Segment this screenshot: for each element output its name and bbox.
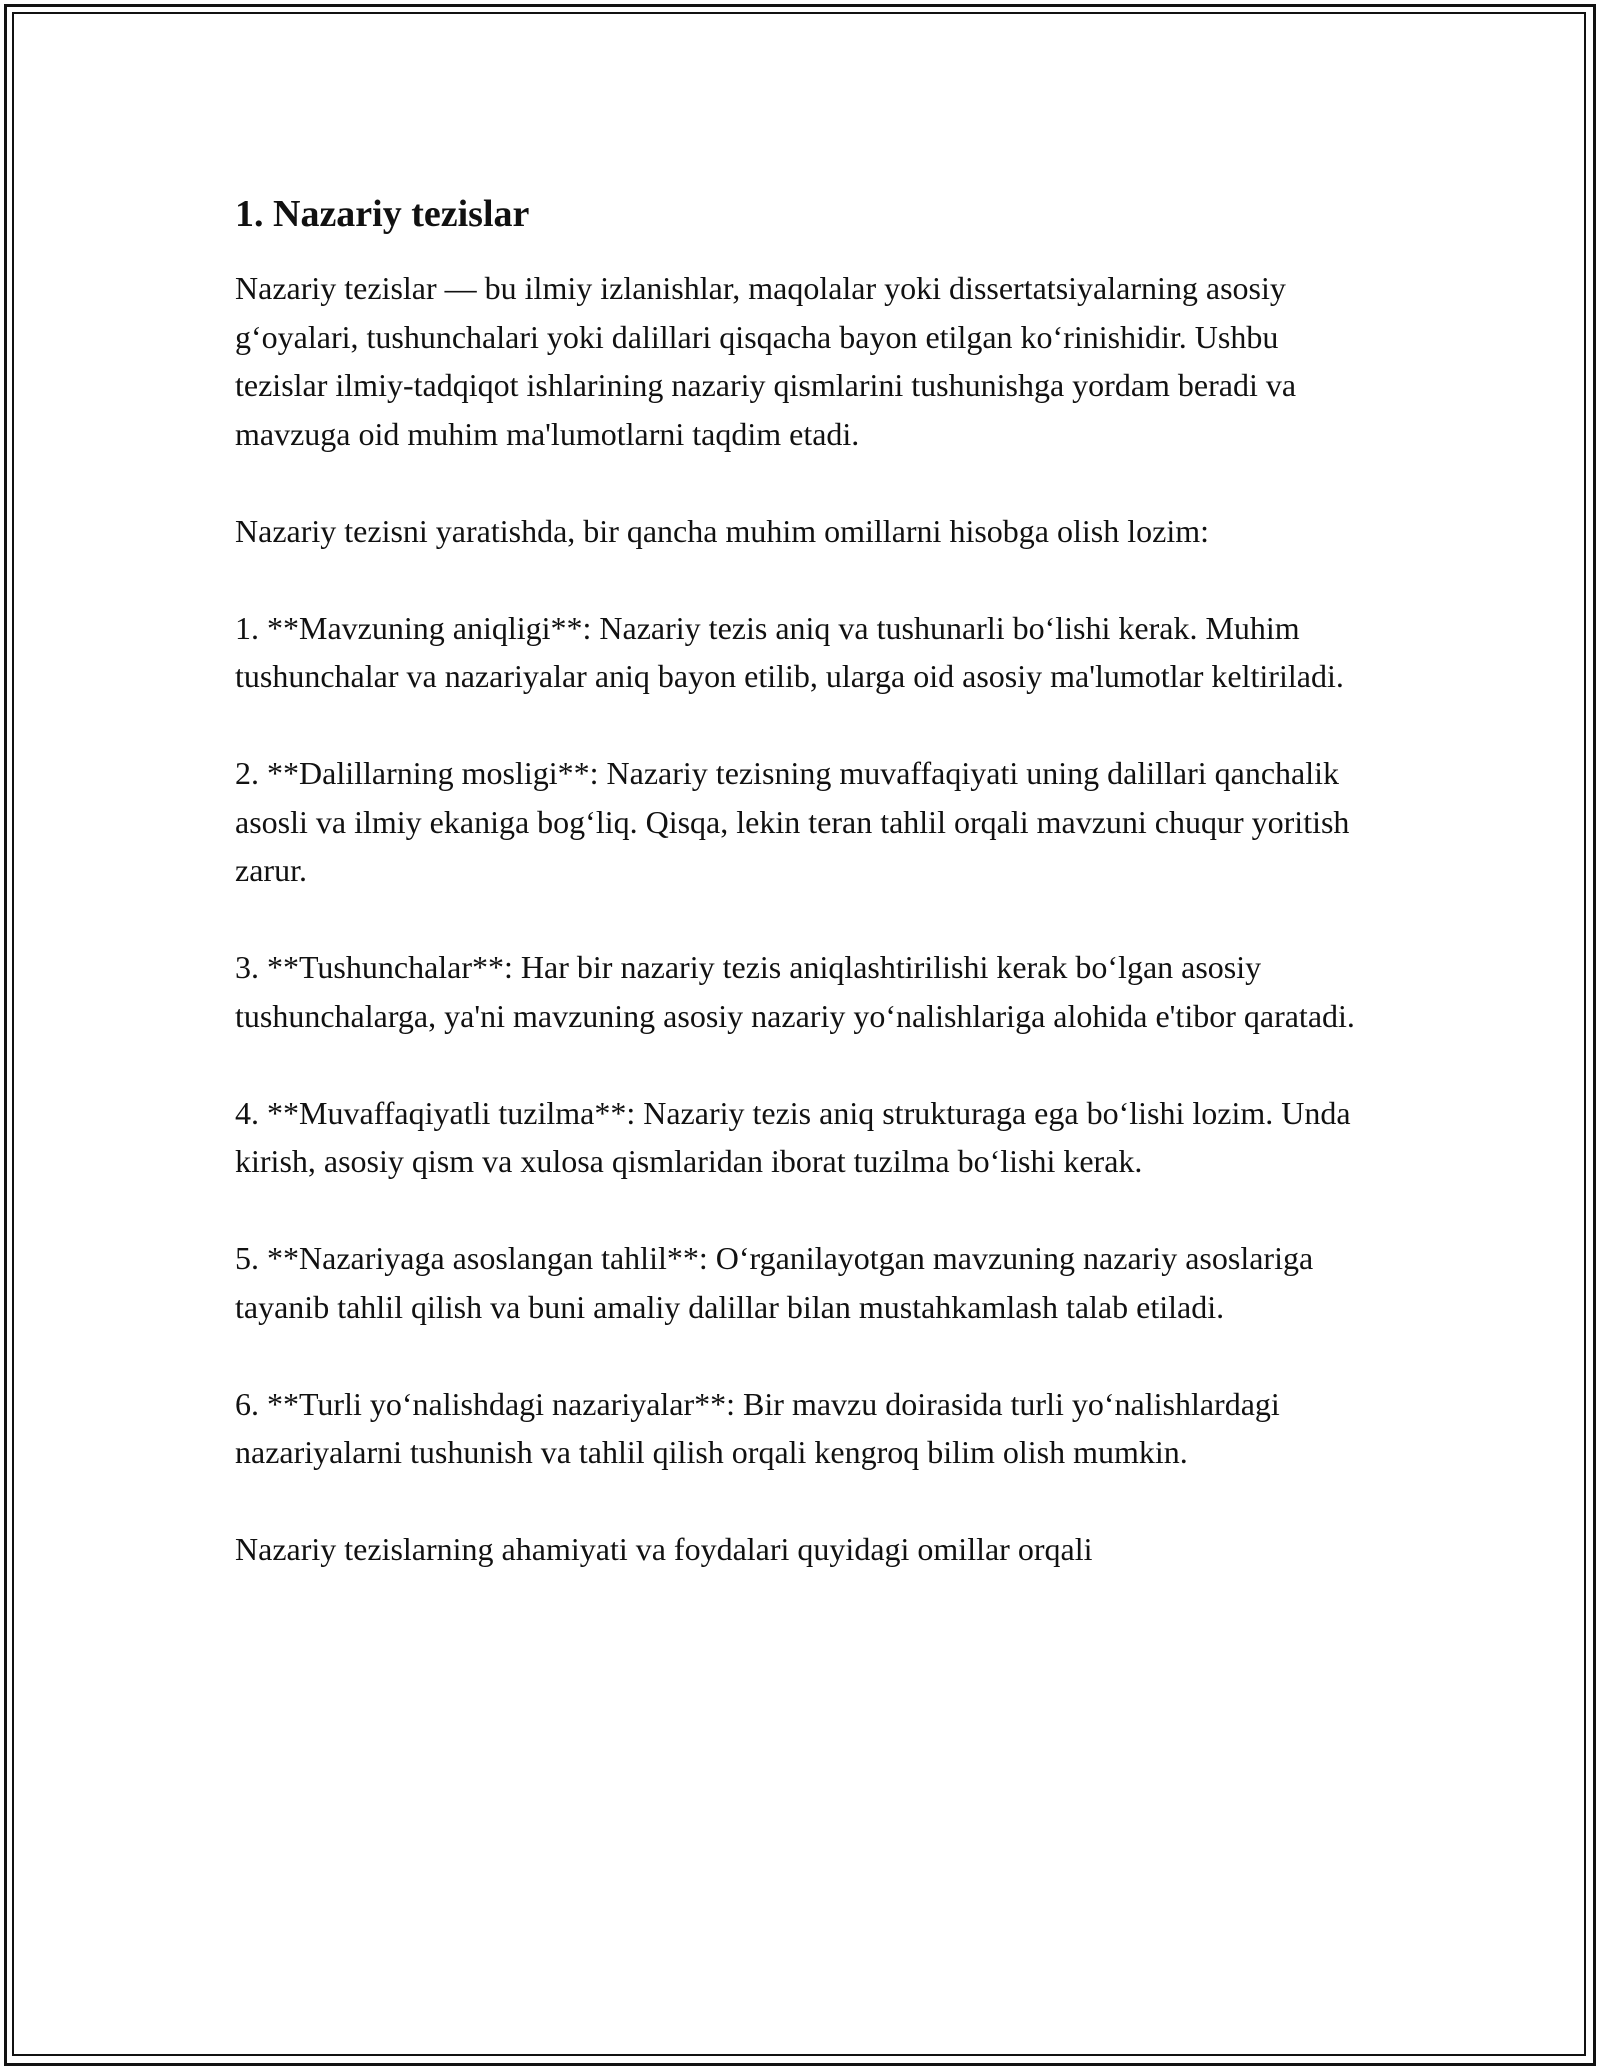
paragraph-intro: Nazariy tezislar — bu ilmiy izlanishlar, maqolalar yoki dissertatsiyalarning asosiy g‘oyalari, tushunchalari yoki dalillari qisqacha bayon etilgan ko‘rinishidir. Ushbu tezislar ilmiy-tadqiqot ishlarining nazariy qismlarini tushunishga yordam beradi va mavzuga oid muhim ma'lumotlarni taqdim etadi. [235, 270, 1297, 452]
list-item-1: 1. **Mavzuning aniqligi**: Nazariy tezis aniq va tushunarli bo‘lishi kerak. Muhim tushunchalar va nazariyalar aniq bayon etilib, ularga oid asosiy ma'lumotlar keltiriladi. [235, 609, 1344, 694]
list-item-2: 2. **Dalillarning mosligi**: Nazariy tezisning muvaffaqiyati uning dalillari qanchalik asosli va ilmiy ekaniga bog‘liq. Qisqa, lekin teran tahlil orqali mavzuni chuqur yoritish zarur. [235, 755, 1350, 888]
list-item-5: 5. **Nazariyaga asoslangan tahlil**: O‘rganilayotgan mavzuning nazariy asoslariga tayanib tahlil qilish va buni amaliy dalillar bilan mustahkamlash talab etiladi. [235, 1240, 1314, 1325]
paragraph-closing: Nazariy tezislarning ahamiyati va foydalari quyidagi omillar orqali [235, 1531, 1093, 1567]
page-title: 1. Nazariy tezislar [235, 193, 530, 235]
paragraph-factors-lead: Nazariy tezisni yaratishda, bir qancha muhim omillarni hisobga olish lozim: [235, 512, 1209, 549]
list-item-3: 3. **Tushunchalar**: Har bir nazariy tezis aniqlashtirilishi kerak bo‘lgan asosiy tushunchalarga, ya'ni mavzuning asosiy nazariy yo‘nalishlariga alohida e'tibor qaratadi. [235, 949, 1355, 1034]
list-item-6: 6. **Turli yo‘nalishdagi nazariyalar**: Bir mavzu doirasida turli yo‘nalishlardagi nazariyalarni tushunish va tahlil qilish orqali kengroq bilim olish mumkin. [235, 1385, 1280, 1470]
document-body [235, 186, 1375, 1622]
list-item-4: 4. **Muvaffaqiyatli tuzilma**: Nazariy tezis aniq strukturaga ega bo‘lishi lozim. Unda kirish, asosiy qism va xulosa qismlaridan iborat tuzilma bo‘lishi kerak. [235, 1094, 1351, 1179]
